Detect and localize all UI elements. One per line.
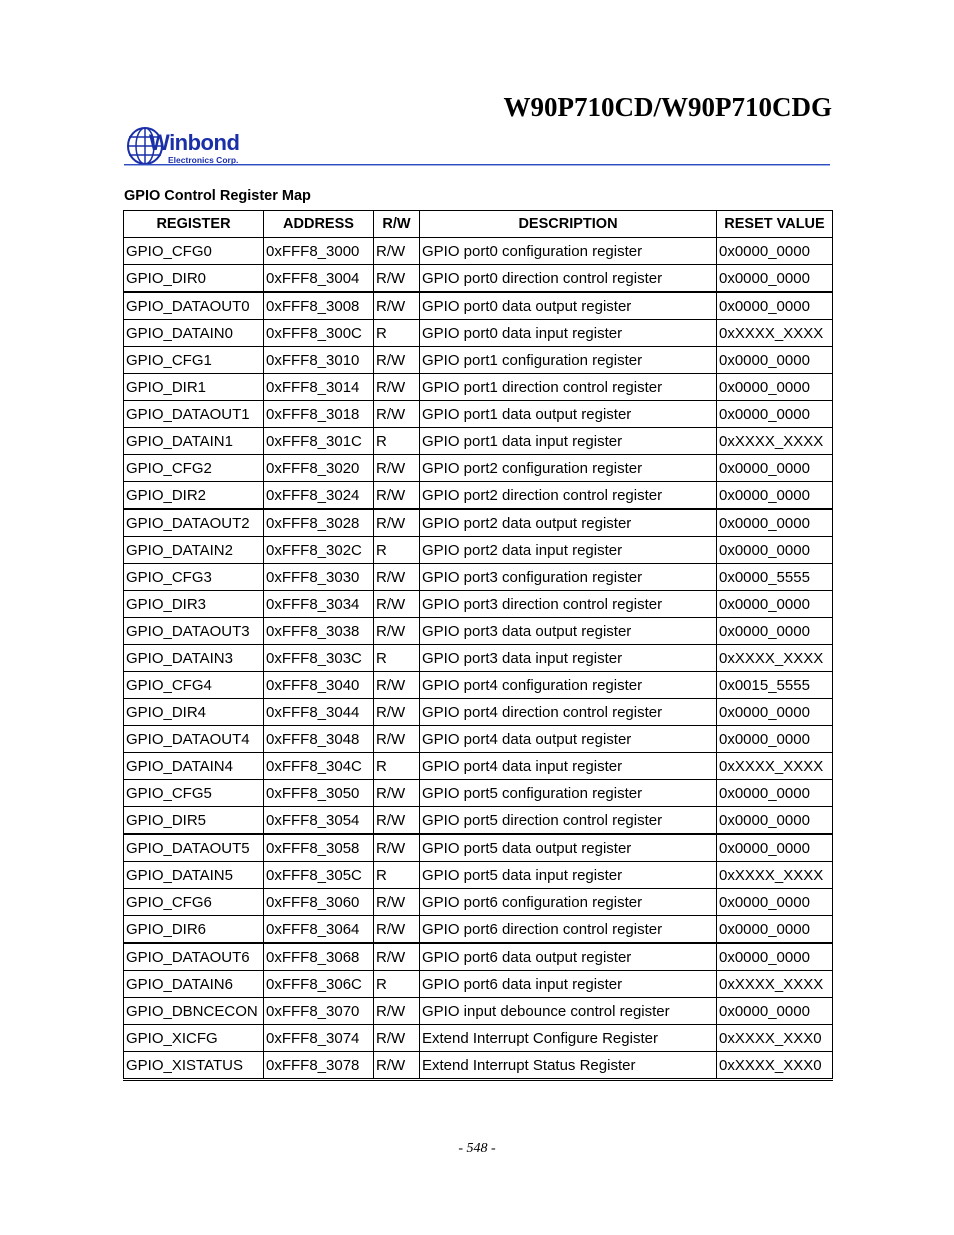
address-cell: 0xFFF8_3064 [264,916,374,944]
column-header-address: ADDRESS [264,211,374,238]
description-cell: GPIO port1 data output register [420,401,717,428]
column-header-description: DESCRIPTION [420,211,717,238]
register-name-cell: GPIO_DATAIN2 [124,537,264,564]
table-row [124,1025,833,1052]
register-name-cell: GPIO_DATAOUT4 [124,726,264,753]
description-cell: GPIO port1 direction control register [420,374,717,401]
reset-value-cell: 0x0000_0000 [717,834,833,862]
register-name-cell: GPIO_DATAOUT5 [124,834,264,862]
table-row [124,320,833,347]
header-divider [124,164,830,166]
table-row [124,807,833,835]
reset-value-cell: 0x0000_0000 [717,889,833,916]
reset-value-cell: 0x0000_5555 [717,564,833,591]
description-cell: Extend Interrupt Status Register [420,1052,717,1080]
register-name-cell: GPIO_CFG1 [124,347,264,374]
reset-value-cell: 0x0000_0000 [717,347,833,374]
reset-value-cell: 0x0000_0000 [717,401,833,428]
table-row [124,780,833,807]
access-cell: R [374,537,420,564]
access-cell: R/W [374,672,420,699]
table-row [124,347,833,374]
register-name-cell: GPIO_DATAOUT0 [124,292,264,320]
reset-value-cell: 0x0000_0000 [717,916,833,944]
table-row [124,699,833,726]
table-row [124,292,833,320]
access-cell: R/W [374,591,420,618]
reset-value-cell: 0x0000_0000 [717,265,833,293]
logo-wordmark: Winbond [149,130,240,155]
register-name-cell: GPIO_DIR2 [124,482,264,510]
section-title: GPIO Control Register Map [124,188,311,204]
register-name-cell: GPIO_DATAOUT1 [124,401,264,428]
table-row [124,672,833,699]
register-name-cell: GPIO_CFG2 [124,455,264,482]
table-row [124,428,833,455]
reset-value-cell: 0xXXXX_XXXX [717,862,833,889]
description-cell: GPIO port5 data output register [420,834,717,862]
access-cell: R/W [374,238,420,265]
access-cell: R [374,753,420,780]
address-cell: 0xFFF8_3030 [264,564,374,591]
address-cell: 0xFFF8_306C [264,971,374,998]
register-name-cell: GPIO_CFG0 [124,238,264,265]
description-cell: GPIO port6 direction control register [420,916,717,944]
table-row [124,1052,833,1080]
address-cell: 0xFFF8_3010 [264,347,374,374]
table-body [124,238,833,1080]
reset-value-cell: 0x0015_5555 [717,672,833,699]
description-cell: GPIO port2 configuration register [420,455,717,482]
description-cell: GPIO port0 data output register [420,292,717,320]
description-cell: GPIO port1 data input register [420,428,717,455]
company-logo [127,126,257,166]
access-cell: R/W [374,943,420,971]
register-name-cell: GPIO_DIR0 [124,265,264,293]
reset-value-cell: 0x0000_0000 [717,455,833,482]
register-name-cell: GPIO_DIR4 [124,699,264,726]
column-header-register: REGISTER [124,211,264,238]
access-cell: R [374,428,420,455]
document-title: W90P710CD/W90P710CDG [503,92,832,122]
access-cell: R/W [374,726,420,753]
reset-value-cell: 0xXXXX_XXXX [717,320,833,347]
table-row [124,482,833,510]
access-cell: R/W [374,401,420,428]
address-cell: 0xFFF8_3004 [264,265,374,293]
access-cell: R/W [374,889,420,916]
column-header-rw: R/W [374,211,420,238]
reset-value-cell: 0x0000_0000 [717,482,833,510]
register-name-cell: GPIO_DATAOUT6 [124,943,264,971]
access-cell: R/W [374,916,420,944]
address-cell: 0xFFF8_3000 [264,238,374,265]
address-cell: 0xFFF8_301C [264,428,374,455]
access-cell: R/W [374,564,420,591]
table-row [124,401,833,428]
description-cell: GPIO port2 data output register [420,509,717,537]
register-name-cell: GPIO_DATAIN0 [124,320,264,347]
reset-value-cell: 0x0000_0000 [717,807,833,835]
access-cell: R/W [374,1052,420,1080]
address-cell: 0xFFF8_3044 [264,699,374,726]
address-cell: 0xFFF8_302C [264,537,374,564]
register-name-cell: GPIO_CFG4 [124,672,264,699]
description-cell: Extend Interrupt Configure Register [420,1025,717,1052]
address-cell: 0xFFF8_3038 [264,618,374,645]
access-cell: R/W [374,1025,420,1052]
address-cell: 0xFFF8_3018 [264,401,374,428]
reset-value-cell: 0x0000_0000 [717,374,833,401]
address-cell: 0xFFF8_3014 [264,374,374,401]
address-cell: 0xFFF8_3078 [264,1052,374,1080]
address-cell: 0xFFF8_3060 [264,889,374,916]
table-row [124,971,833,998]
address-cell: 0xFFF8_3050 [264,780,374,807]
access-cell: R/W [374,699,420,726]
table-row [124,645,833,672]
address-cell: 0xFFF8_303C [264,645,374,672]
access-cell: R/W [374,455,420,482]
reset-value-cell: 0xXXXX_XXXX [717,753,833,780]
reset-value-cell: 0x0000_0000 [717,292,833,320]
description-cell: GPIO port0 direction control register [420,265,717,293]
access-cell: R [374,645,420,672]
table-row [124,834,833,862]
address-cell: 0xFFF8_3034 [264,591,374,618]
description-cell: GPIO port5 direction control register [420,807,717,835]
register-name-cell: GPIO_XISTATUS [124,1052,264,1080]
reset-value-cell: 0xXXXX_XXXX [717,645,833,672]
table-row [124,916,833,944]
description-cell: GPIO port2 data input register [420,537,717,564]
register-name-cell: GPIO_DATAOUT3 [124,618,264,645]
register-name-cell: GPIO_CFG6 [124,889,264,916]
description-cell: GPIO port3 direction control register [420,591,717,618]
description-cell: GPIO port1 configuration register [420,347,717,374]
access-cell: R/W [374,998,420,1025]
register-name-cell: GPIO_DIR6 [124,916,264,944]
register-name-cell: GPIO_DATAIN4 [124,753,264,780]
access-cell: R [374,971,420,998]
access-cell: R/W [374,618,420,645]
address-cell: 0xFFF8_3048 [264,726,374,753]
register-name-cell: GPIO_CFG5 [124,780,264,807]
access-cell: R/W [374,509,420,537]
table-row [124,564,833,591]
access-cell: R/W [374,374,420,401]
description-cell: GPIO port5 configuration register [420,780,717,807]
description-cell: GPIO port6 configuration register [420,889,717,916]
reset-value-cell: 0x0000_0000 [717,537,833,564]
reset-value-cell: 0x0000_0000 [717,591,833,618]
register-name-cell: GPIO_DATAIN6 [124,971,264,998]
access-cell: R/W [374,834,420,862]
reset-value-cell: 0x0000_0000 [717,998,833,1025]
description-cell: GPIO port3 data input register [420,645,717,672]
description-cell: GPIO port4 data input register [420,753,717,780]
reset-value-cell: 0xXXXX_XXXX [717,971,833,998]
register-name-cell: GPIO_DATAOUT2 [124,509,264,537]
address-cell: 0xFFF8_3020 [264,455,374,482]
address-cell: 0xFFF8_3074 [264,1025,374,1052]
description-cell: GPIO port5 data input register [420,862,717,889]
table-row [124,374,833,401]
description-cell: GPIO port6 data input register [420,971,717,998]
description-cell: GPIO port6 data output register [420,943,717,971]
description-cell: GPIO port0 configuration register [420,238,717,265]
access-cell: R/W [374,347,420,374]
reset-value-cell: 0x0000_0000 [717,699,833,726]
address-cell: 0xFFF8_305C [264,862,374,889]
table-row [124,618,833,645]
reset-value-cell: 0xXXXX_XXX0 [717,1052,833,1080]
register-name-cell: GPIO_DBNCECON [124,998,264,1025]
register-name-cell: GPIO_DATAIN5 [124,862,264,889]
address-cell: 0xFFF8_3040 [264,672,374,699]
description-cell: GPIO port4 direction control register [420,699,717,726]
description-cell: GPIO port3 data output register [420,618,717,645]
reset-value-cell: 0xXXXX_XXXX [717,428,833,455]
table-row [124,889,833,916]
table-row [124,455,833,482]
register-name-cell: GPIO_DIR5 [124,807,264,835]
reset-value-cell: 0x0000_0000 [717,943,833,971]
access-cell: R [374,320,420,347]
page-number: - 548 - [458,1141,496,1156]
address-cell: 0xFFF8_3008 [264,292,374,320]
table-row [124,265,833,293]
table-row [124,943,833,971]
reset-value-cell: 0x0000_0000 [717,780,833,807]
register-name-cell: GPIO_XICFG [124,1025,264,1052]
address-cell: 0xFFF8_3024 [264,482,374,510]
reset-value-cell: 0x0000_0000 [717,618,833,645]
register-name-cell: GPIO_DATAIN3 [124,645,264,672]
table-row [124,509,833,537]
register-map-table [123,210,833,1081]
table-header-row [124,211,833,238]
table-row [124,537,833,564]
description-cell: GPIO port0 data input register [420,320,717,347]
access-cell: R/W [374,807,420,835]
register-name-cell: GPIO_DATAIN1 [124,428,264,455]
table-row [124,726,833,753]
logo-subtitle: Electronics Corp. [168,155,239,165]
description-cell: GPIO input debounce control register [420,998,717,1025]
table-row [124,998,833,1025]
access-cell: R/W [374,292,420,320]
column-header-reset-value: RESET VALUE [717,211,833,238]
description-cell: GPIO port3 configuration register [420,564,717,591]
description-cell: GPIO port4 configuration register [420,672,717,699]
register-name-cell: GPIO_CFG3 [124,564,264,591]
table-row [124,753,833,780]
description-cell: GPIO port4 data output register [420,726,717,753]
access-cell: R/W [374,780,420,807]
table-row [124,238,833,265]
register-name-cell: GPIO_DIR3 [124,591,264,618]
description-cell: GPIO port2 direction control register [420,482,717,510]
table-row [124,591,833,618]
address-cell: 0xFFF8_300C [264,320,374,347]
reset-value-cell: 0x0000_0000 [717,726,833,753]
access-cell: R/W [374,482,420,510]
address-cell: 0xFFF8_3058 [264,834,374,862]
table-row [124,862,833,889]
address-cell: 0xFFF8_3028 [264,509,374,537]
register-name-cell: GPIO_DIR1 [124,374,264,401]
address-cell: 0xFFF8_3068 [264,943,374,971]
access-cell: R [374,862,420,889]
access-cell: R/W [374,265,420,293]
address-cell: 0xFFF8_3070 [264,998,374,1025]
reset-value-cell: 0x0000_0000 [717,238,833,265]
address-cell: 0xFFF8_304C [264,753,374,780]
reset-value-cell: 0x0000_0000 [717,509,833,537]
reset-value-cell: 0xXXXX_XXX0 [717,1025,833,1052]
address-cell: 0xFFF8_3054 [264,807,374,835]
